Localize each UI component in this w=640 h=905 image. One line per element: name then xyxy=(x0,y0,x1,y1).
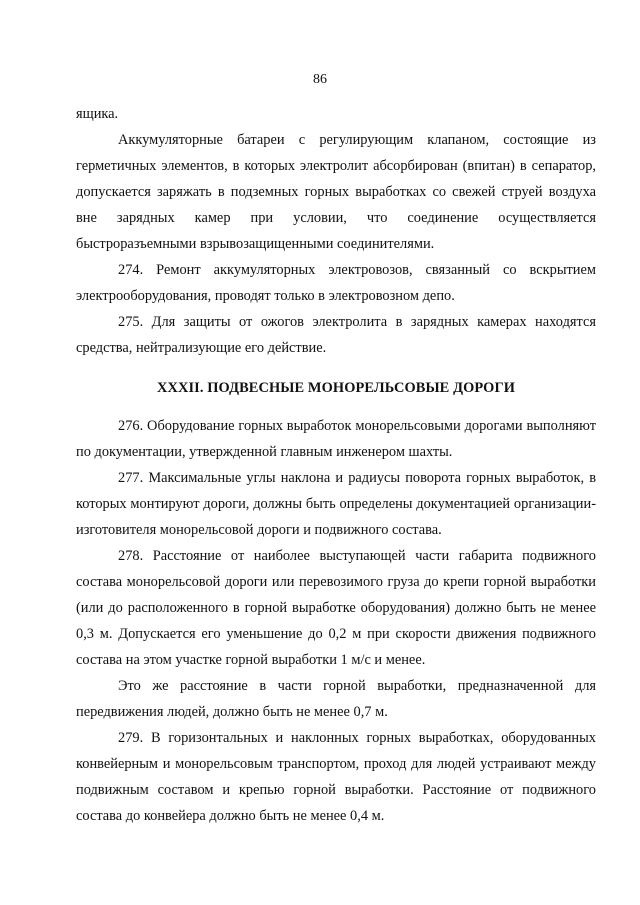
page-number: 86 xyxy=(313,72,327,87)
document-body xyxy=(76,101,596,829)
paragraph-277: 277. Максимальные углы наклона и радиусы поворота горных выработок, в которых монтируют дороги, должны быть определены документацией организации-изготовителя монорельсовой дороги и подвижного состава. xyxy=(76,470,596,538)
paragraph-278-continued: Это же расстояние в части горной выработки, предназначенной для передвижения людей, должно быть не менее 0,7 м. xyxy=(76,678,596,720)
paragraph-278: 278. Расстояние от наиболее выступающей части габарита подвижного состава монорельсовой дороги или перевозимого груза до крепи горной выработки (или до расположенного в горной выработке оборудования) должно быть не менее 0,3 м. Допускается его уменьшение до 0,2 м при скорости движения подвижного состава на этом участке горной выработки 1 м/с и менее. xyxy=(76,548,596,668)
paragraph-276: 276. Оборудование горных выработок монорельсовыми дорогами выполняют по документации, утвержденной главным инженером шахты. xyxy=(76,418,596,460)
paragraph-batteries: Аккумуляторные батареи с регулирующим клапаном, состоящие из герметичных элементов, в которых электролит абсорбирован (впитан) в сепаратор, допускается заряжать в подземных горных выработках со свежей струей воздуха вне зарядных камер при условии, что соединение осуществляется быстроразъемными взрывозащищенными соединителями. xyxy=(76,132,596,252)
section-heading: XXXII. ПОДВЕСНЫЕ МОНОРЕЛЬСОВЫЕ ДОРОГИ xyxy=(156,380,516,396)
paragraph-279: 279. В горизонтальных и наклонных горных выработках, оборудованных конвейерным и монорельсовым транспортом, проход для людей устраивают между подвижным составом и крепью горной выработки. Расстояние от подвижного состава до конвейера должно быть не менее 0,4 м. xyxy=(76,730,596,824)
paragraph-continuation: ящика. xyxy=(76,106,119,122)
paragraph-275: 275. Для защиты от ожогов электролита в зарядных камерах находятся средства, нейтрализующие его действие. xyxy=(76,314,596,356)
paragraph-274: 274. Ремонт аккумуляторных электровозов, связанный со вскрытием электрооборудования, проводят только в электровозном депо. xyxy=(76,262,596,304)
